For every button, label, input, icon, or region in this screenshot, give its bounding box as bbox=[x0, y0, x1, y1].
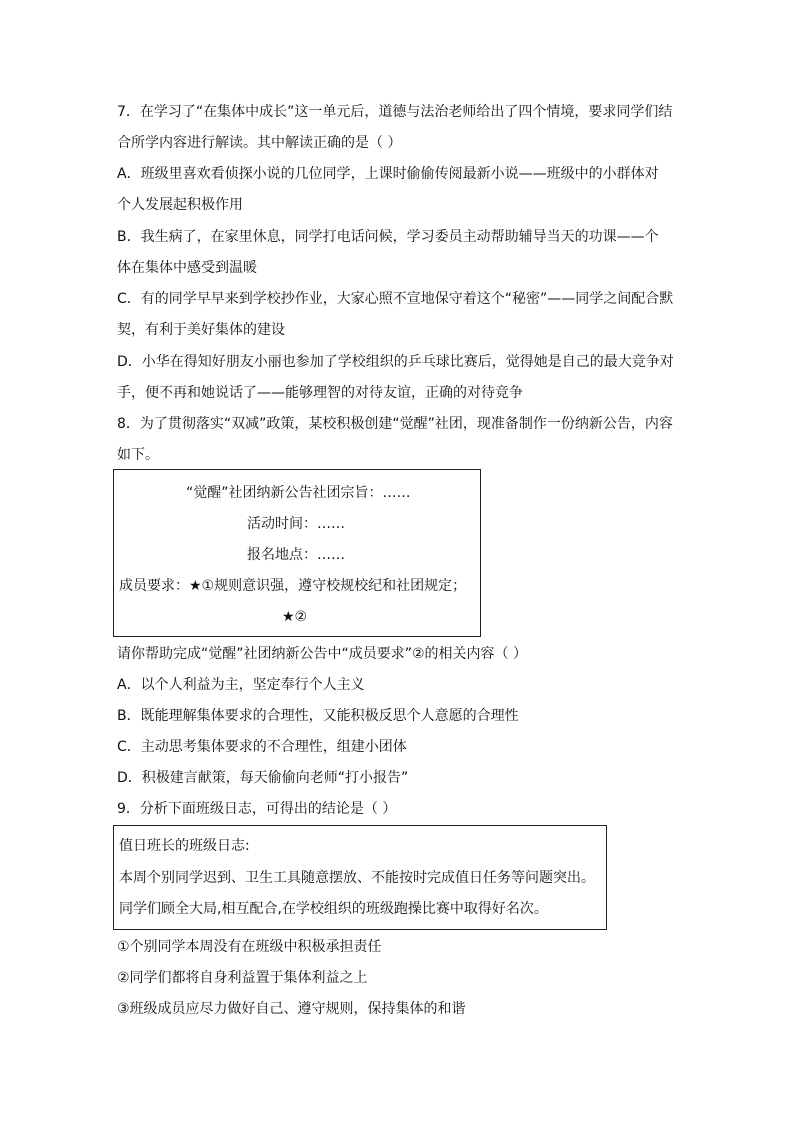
notice-line5: ★② bbox=[282, 609, 308, 625]
class-log-line2: 同学们顾全大局,相互配合,在学校组织的班级跑操比赛中取得好名次。 bbox=[119, 901, 548, 917]
q7-option-a-line2: 个人发展起积极作用 bbox=[117, 197, 243, 213]
q9-stem: 9．分析下面班级日志，可得出的结论是（ ） bbox=[117, 801, 397, 817]
q8-option-d: D．积极建言献策，每天偷偷向老师“打小报告” bbox=[117, 770, 409, 786]
class-log-title: 值日班长的班级日志: bbox=[119, 838, 250, 854]
q9-item-1: ①个别同学本周没有在班级中积极承担责任 bbox=[117, 939, 382, 955]
q7-option-b-line2: 体在集体中感受到温暖 bbox=[117, 260, 257, 276]
q9-item-2: ②同学们都将自身利益置于集体利益之上 bbox=[117, 970, 368, 986]
q8-option-c: C．主动思考集体要求的不合理性，组建小团体 bbox=[117, 739, 407, 755]
q7-stem-line1: 7．在学习了“在集体中成长”这一单元后，道德与法治老师给出了四个情境，要求同学们结 bbox=[117, 104, 673, 120]
class-log-box bbox=[113, 825, 607, 930]
q7-stem-line2: 合所学内容进行解读。其中解读正确的是（ ） bbox=[117, 135, 402, 151]
q7-option-d-line2: 手，便不再和她说话了——能够理智的对待友谊，正确的对待竞争 bbox=[117, 385, 523, 401]
q9-item-3: ③班级成员应尽力做好自己、遵守规则，保持集体的和谐 bbox=[117, 1001, 466, 1017]
notice-line3: 报名地点：…… bbox=[247, 547, 345, 563]
class-log-line1: 本周个别同学迟到、卫生工具随意摆放、不能按时完成值日任务等问题突出。 bbox=[119, 870, 595, 886]
q8-question: 请你帮助完成“觉醒”社团纳新公告中“成员要求”②的相关内容（ ） bbox=[117, 646, 528, 662]
notice-line2: 活动时间：…… bbox=[247, 516, 345, 532]
q8-stem-line2: 如下。 bbox=[117, 447, 159, 463]
q7-option-c-line2: 契，有利于美好集体的建设 bbox=[117, 322, 285, 338]
q7-option-b-line1: B．我生病了，在家里休息，同学打电话问候，学习委员主动帮助辅导当天的功课——个 bbox=[117, 229, 659, 245]
notice-line4: 成员要求：★①规则意识强，遵守校规校纪和社团规定； bbox=[119, 578, 467, 594]
q7-option-c-line1: C．有的同学早早来到学校抄作业，大家心照不宣地保守着这个“秘密”——同学之间配合默 bbox=[117, 291, 674, 307]
notice-box bbox=[113, 469, 481, 637]
notice-line1: “觉醒”社团纳新公告社团宗旨：…… bbox=[186, 485, 411, 501]
q8-option-a: A．以个人利益为主，坚定奉行个人主义 bbox=[117, 677, 365, 693]
q8-stem-line1: 8．为了贯彻落实“双减”政策，某校积极创建“觉醒”社团，现准备制作一份纳新公告，内容 bbox=[117, 416, 673, 432]
q8-option-b: B．既能理解集体要求的合理性，又能积极反思个人意愿的合理性 bbox=[117, 708, 519, 724]
q7-option-a-line1: A．班级里喜欢看侦探小说的几位同学，上课时偷偷传阅最新小说——班级中的小群体对 bbox=[117, 166, 659, 182]
q7-option-d-line1: D．小华在得知好朋友小丽也参加了学校组织的乒乓球比赛后，觉得她是自己的最大竞争对 bbox=[117, 354, 674, 370]
